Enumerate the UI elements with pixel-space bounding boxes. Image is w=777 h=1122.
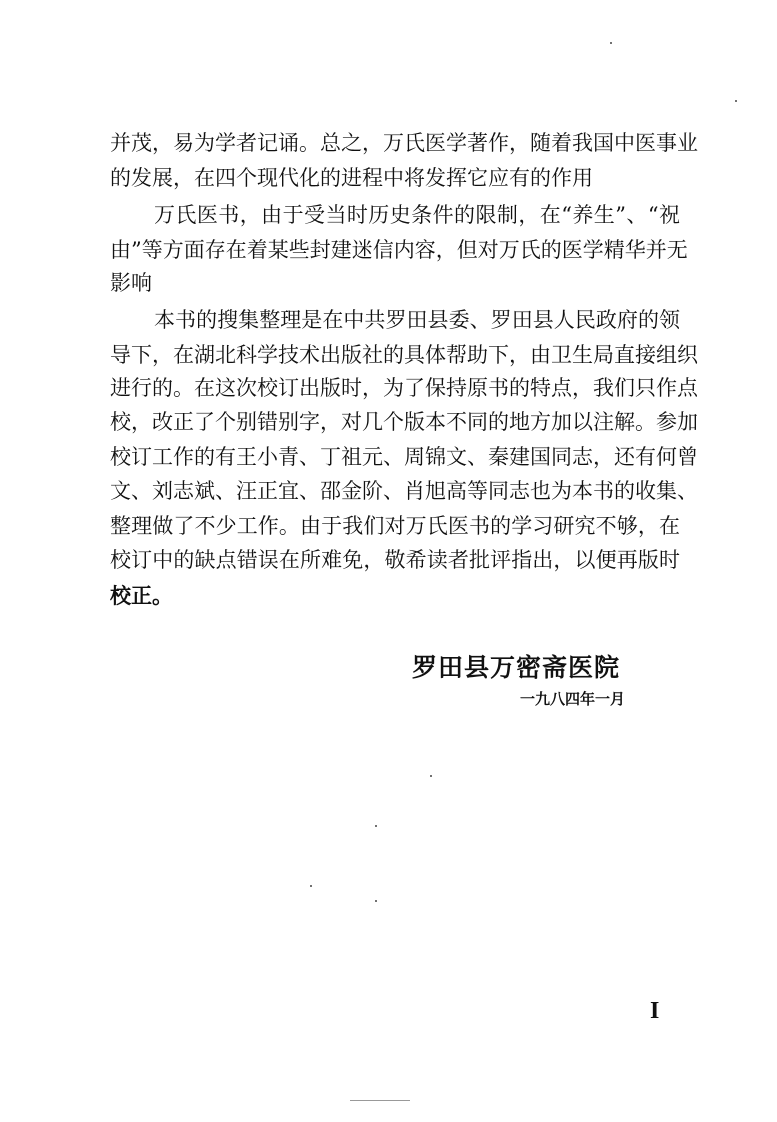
body-line: 并茂，易为学者记诵。总之，万氏医学著作，随着我国中医事业 [110,131,698,155]
body-line: 进行的。在这次校订出版时，为了保持原书的特点，我们只作点 [110,376,698,400]
body-line: 文、刘志斌、汪正宜、邵金阶、肖旭高等同志也为本书的收集、 [110,479,698,503]
body-line: 整理做了不少工作。由于我们对万氏医书的学习研究不够，在 [110,514,680,538]
body-line: 由”等方面存在着某些封建迷信内容，但对万氏的医学精华并无 [110,238,688,262]
paragraph-start-line: 本书的搜集整理是在中共罗田县委、罗田县人民政府的领 [154,308,680,332]
paragraph-start-line: 万氏医书，由于受当时历史条件的限制，在“养生”、“祝 [154,203,680,227]
scan-speck [310,885,312,887]
body-line: 影响 [110,271,152,295]
body-line: 校正。 [110,583,173,608]
scan-speck [430,775,432,777]
body-line: 校订中的缺点错误在所难免，敬希读者批评指出，以便再版时 [110,548,680,572]
body-line: 导下，在湖北科学技术出版社的具体帮助下，由卫生局直接组织 [110,343,698,367]
scan-speck [610,42,612,44]
body-line: 的发展，在四个现代化的进程中将发挥它应有的作用 [110,166,593,190]
body-line: 校订工作的有王小青、丁祖元、周锦文、秦建国同志，还有何曾 [110,445,698,469]
scan-speck [350,1100,410,1101]
scan-speck [375,900,377,902]
date: 一九八四年一月 [520,690,626,708]
scan-speck [375,825,377,827]
signature: 罗田县万密斋医院 [412,653,621,682]
page-number: I [650,998,660,1024]
scan-speck [735,100,737,102]
body-line: 校，改正了个别错别字，对几个版本不同的地方加以注解。参加 [110,410,698,434]
